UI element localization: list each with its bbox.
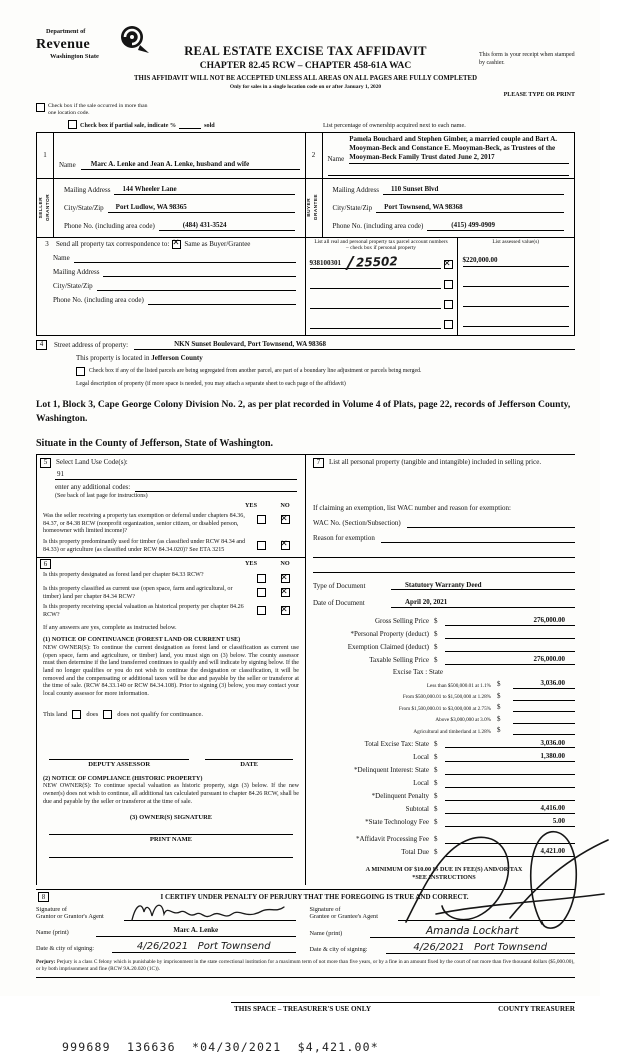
logo-revenue-text: Revenue: [36, 36, 91, 52]
mid-columns: [36, 454, 575, 886]
see-instructions-note: *SEE INSTRUCTIONS: [412, 873, 476, 881]
tier1-field[interactable]: 3,036.00: [513, 679, 575, 689]
form-subtitle: CHAPTER 82.45 RCW – CHAPTER 458-61A WAC: [199, 60, 412, 71]
does-label: does: [86, 710, 99, 718]
certify-statement: I CERTIFY UNDER PENALTY OF PERJURY THAT THE FOREGOING IS TRUE AND CORRECT.: [160, 892, 469, 901]
historic-property-question: Is this property receiving special valuation as historical property per chapter 84.26 RCW?: [43, 604, 244, 618]
assessed-header: List assessed value(s): [492, 238, 540, 245]
processing-fee-field[interactable]: [445, 834, 575, 844]
dor-logo: [36, 28, 156, 61]
seller-city-field[interactable]: Port Ludlow, WA 98365: [108, 203, 295, 213]
grantee-signature-field[interactable]: [398, 904, 576, 921]
type-of-document-field[interactable]: Statutory Warranty Deed: [391, 581, 575, 591]
buyer-name-extra-line[interactable]: [328, 167, 570, 176]
parcel-number: 938100301: [309, 259, 341, 268]
corr-name-label: Name: [53, 253, 70, 262]
compliance-title: (2) NOTICE OF COMPLIANCE (HISTORIC PROPERTY): [43, 774, 203, 782]
total-state-label: Total Excise Tax: State: [364, 739, 429, 748]
personal-property-label: List all personal property (tangible and intangible) included in selling price.: [329, 457, 542, 466]
type-of-document-label: Type of Document: [313, 581, 366, 590]
revenue-swirl-icon: [114, 24, 150, 56]
located-prefix: This property is located in: [76, 353, 150, 362]
perjury-note: [36, 959, 575, 978]
buyer-mailing-label: Mailing Address: [332, 185, 379, 194]
taxable-price-field[interactable]: 276,000.00: [445, 655, 575, 665]
delinquent-penalty-field[interactable]: [445, 791, 575, 801]
continuance-text: NEW OWNER(S): To continue the current designation as forest land or classification as current use (open space, farm and agriculture, or timber) land, you must sign on (3) below. The county assessor must then determine if the land transferred continues to qualify and will indicate by signing below. If the land no longer qualifies or you do not wish to continue the designation or classification, it will be removed and the compensating or additional taxes will be due and payable by the seller or transferor at the time of sale. (RCW 84.33.140 or RCW 84.34.108). Prior to signing (3) below, you may contact your local county assessor for more information.: [43, 645, 299, 697]
buyer-mailing-field[interactable]: 110 Sunset Blvd: [383, 185, 564, 195]
same-as-buyer-label: Same as Buyer/Grantee: [184, 239, 251, 248]
form-only-note: Only for sales in a single location code on or after January 1, 2020: [229, 83, 382, 90]
section4: [36, 340, 575, 389]
multi-location-label: Check box if the sale occurred in more than one location code.: [48, 103, 148, 117]
reason-field[interactable]: [381, 533, 575, 543]
segregated-label: Check box if any of the listed parcels are being segregated from another parcel, are part of a boundary line adjustment or parcels being merged.: [89, 368, 422, 375]
county-treasurer-label: COUNTY TREASURER: [498, 1005, 575, 1014]
s6-no-header: NO: [280, 560, 290, 568]
buyer-phone-label: Phone No. (including area code): [332, 221, 424, 230]
s6q2-yes-checkbox[interactable]: [257, 588, 266, 597]
parcel-subheader: – check box if personal property: [346, 245, 416, 252]
reason-label: Reason for exemption: [313, 533, 375, 542]
does-qualify-checkbox[interactable]: [72, 710, 81, 719]
corr-name-field[interactable]: [74, 253, 296, 263]
partial-sale-suffix: sold: [204, 121, 215, 129]
tax-column: 7 List all personal property (tangible and intangible) included in selling price. If claiming an exemption, list WAC number and reason for exemption: WAC No. (Section/Subsection) Reason for exemption Type of Document Statutory Warranty Deed Date of Document April 20, 2021 Gross Selling Price $ 276,000.00 *Personal Property (deduct) $ Exemption Claimed (deduct) $ Taxable Selling Price $ 276,000.00 Excise Tax : State Less than $500,000.01 at 1.1% $ 3,036.00 From $500,000.01 to $1,500,000 at 1.28% $ From $1,500,000.01 to $3,000,000 at 2.75% $ Above $3,000,000 at 3.0% $ Agricultural and timberland at 1.28% $ Total Excise Tax: State $ 3,036.00 Local $ 1,380.00 *Delinquent Interest: State $ Local $ *Delinquent Penalty $ Subtotal $ 4,416.00 *State Technology Fee $ 5.00 *Affidavit Processing Fee $ Total Due $ 4,421.00 A MINIMUM OF $10.00 IS DUE IN FEE(S) AND/OR TAX *SEE INSTRUCTIONS: [306, 455, 575, 886]
parcel-field-4[interactable]: [310, 318, 441, 329]
wac-label: WAC No. (Section/Subsection): [313, 518, 401, 527]
minimum-note: A MINIMUM OF $10.00 IS DUE IN FEE(S) AND/OR TAX: [365, 865, 523, 873]
delinquent-interest-field[interactable]: [445, 765, 575, 775]
grantor-sig-label-2: Grantor or Grantor's Agent: [36, 913, 104, 921]
total-state-field[interactable]: 3,036.00: [445, 739, 575, 749]
parcel-field-2[interactable]: [310, 278, 441, 289]
tier2-field[interactable]: [513, 692, 575, 701]
treasurer-footer: [36, 1002, 575, 1054]
exemption-deduct-label: Exemption Claimed (deduct): [347, 643, 429, 652]
grantor-sig-label-1: Signature of: [36, 905, 67, 913]
assessed-column: [458, 238, 575, 335]
partial-sale-label: Check box if partial sale, indicate %: [80, 121, 177, 129]
personal-deduct-field[interactable]: [445, 629, 575, 639]
parcel-field-1[interactable]: [310, 256, 441, 269]
tech-fee-field[interactable]: 5.00: [445, 817, 575, 827]
tier5-label: Agricultural and timberland at 1.28%: [413, 728, 491, 735]
s6q2-no-checkbox[interactable]: [281, 588, 290, 597]
type-or-print-note: PLEASE TYPE OR PRINT: [503, 92, 575, 98]
section6-number: 6: [40, 559, 51, 569]
assessed-value-1[interactable]: $220,000.00: [463, 256, 570, 267]
exemption-intro: If claiming an exemption, list WAC number and reason for exemption:: [313, 503, 511, 512]
yes-header: YES: [244, 502, 258, 510]
this-land-prefix: This land: [43, 710, 68, 718]
personal-property-checkbox-4[interactable]: [444, 320, 453, 329]
gross-price-field[interactable]: 276,000.00: [445, 616, 575, 626]
correspondence-label: Send all property tax correspondence to:: [56, 239, 170, 248]
assessed-value-4[interactable]: [463, 316, 570, 327]
tech-fee-label: *State Technology Fee: [365, 818, 429, 827]
date-of-document-label: Date of Document: [313, 599, 365, 608]
situate-line: Situate in the County of Jefferson, State of Washington.: [36, 438, 274, 450]
treasurer-space-label: THIS SPACE – TREASURER'S USE ONLY: [234, 1005, 372, 1014]
seller-number: 1: [37, 133, 54, 177]
owner-signature-label: (3) OWNER(S) SIGNATURE: [129, 814, 213, 822]
corr-city-label: City/State/Zip: [53, 281, 93, 290]
s6q1-yes-checkbox[interactable]: [257, 574, 266, 583]
land-use-code-field[interactable]: 91: [55, 470, 297, 480]
local-tax-field[interactable]: 1,380.00: [445, 752, 575, 762]
street-address-field[interactable]: NKN Sunset Boulevard, Port Townsend, WA 98368: [134, 340, 575, 350]
taxable-price-label: Taxable Selling Price: [369, 656, 429, 665]
personal-deduct-label: *Personal Property (deduct): [350, 630, 429, 639]
local-tax-label: Local: [413, 752, 429, 761]
seller-phone-label: Phone No. (including area code): [64, 221, 155, 230]
same-as-buyer-checkbox[interactable]: [172, 240, 181, 249]
no-header: NO: [280, 502, 290, 510]
date-of-document-field[interactable]: April 20, 2021: [391, 598, 575, 608]
parcel-handwritten: 25502: [355, 254, 398, 271]
receipt-note: This form is your receipt when stamped by cashier.: [479, 52, 575, 66]
treasurer-stamp: 999689 136636 *04/30/2021 $4,421.00*: [62, 1040, 379, 1055]
grantee-name-print-label: Name (print): [309, 930, 343, 938]
buyer-name-label: Name: [327, 154, 345, 163]
total-due-label: Total Due: [401, 848, 429, 857]
form-warning: THIS AFFIDAVIT WILL NOT BE ACCEPTED UNLESS ALL AREAS ON ALL PAGES ARE FULLY COMPLETED: [134, 74, 477, 82]
s6q3-no-checkbox[interactable]: [281, 606, 290, 615]
delinquent-local-label: Local: [413, 778, 429, 787]
buyer-number: 2: [306, 133, 323, 177]
forest-land-question: Is this property designated as forest land per chapter 84.33 RCW?: [43, 572, 204, 579]
seller-name-label: Name: [59, 160, 76, 169]
seller-mailing-label: Mailing Address: [64, 185, 111, 194]
buyer-name-field[interactable]: Pamela Bouchard and Stephen Gimber, a married couple and Bart A. Mooyman-Beck and Constance E. Mooyman-Beck, as Trustees of the Mooyman-Beck Family Trust dated June 2, 2017: [349, 135, 569, 163]
subtotal-field[interactable]: 4,416.00: [445, 804, 575, 814]
corr-mailing-field[interactable]: [103, 267, 295, 277]
tier1-label: Less than $500,000.01 at 1.1%: [426, 682, 491, 689]
seller-role-label: SELLER GRANTOR: [37, 179, 54, 237]
s5q1-no-checkbox[interactable]: [281, 515, 290, 524]
print-name-label: PRINT NAME: [149, 836, 193, 844]
seller-mailing-field[interactable]: 144 Wheeler Lane: [114, 185, 294, 195]
excise-tax-header: Excise Tax : State: [392, 668, 443, 677]
form-header: [36, 28, 575, 102]
assessed-value-3[interactable]: [463, 296, 570, 307]
s5q2-no-checkbox[interactable]: [281, 541, 290, 550]
compliance-text: NEW OWNER(S): To continue special valuation as historic property, sign (3) below. If the new owner(s) does not wish to continue, all additional tax calculated pursuant to chapter 84.26 RCW, shall be due and payable by the seller or transferor at the time of sale.: [43, 783, 299, 805]
buyer-city-label: City/State/Zip: [332, 203, 373, 212]
section8: [36, 889, 575, 978]
gross-price-label: Gross Selling Price: [374, 617, 429, 626]
personal-property-checkbox-1[interactable]: [444, 260, 453, 269]
corr-mailing-label: Mailing Address: [53, 267, 100, 276]
if-yes-note: If any answers are yes, complete as instructed below.: [43, 623, 177, 631]
name-row: [37, 133, 574, 178]
form-title: REAL ESTATE EXCISE TAX AFFIDAVIT: [184, 44, 427, 58]
grantee-date-city-label: Date & city of signing:: [309, 946, 368, 954]
land-use-column: [37, 455, 306, 886]
personal-property-checkbox-2[interactable]: [444, 280, 453, 289]
current-use-question: Is this property classified as current use (open space, farm and agricultural, or timber) land per chapter 84.34 RCW?: [43, 586, 233, 600]
additional-codes-field[interactable]: [135, 482, 297, 492]
deputy-assessor-label: DEPUTY ASSESSOR: [88, 761, 151, 769]
s5q2-yes-checkbox[interactable]: [257, 541, 266, 550]
deputy-assessor-signature-line[interactable]: [49, 749, 189, 760]
logo-dept-text: Department of: [46, 28, 86, 35]
partial-sale-percent-field[interactable]: [179, 121, 201, 129]
land-use-label: Select Land Use Code(s):: [56, 457, 128, 466]
grantor-signature: [128, 896, 288, 926]
buyer-city-field[interactable]: Port Townsend, WA 98368: [376, 203, 564, 213]
delinquent-penalty-label: *Delinquent Penalty: [371, 791, 429, 800]
partial-sale-row: [68, 120, 575, 129]
street-address-label: Street address of property:: [54, 340, 129, 349]
buyer-role-label: BUYER GRANTEE: [306, 179, 323, 237]
tier3-label: From $1,500,000.01 to $3,000,000 at 2.75%: [398, 705, 491, 712]
subtotal-label: Subtotal: [405, 805, 429, 814]
s6q1-no-checkbox[interactable]: [281, 574, 290, 583]
s6q3-yes-checkbox[interactable]: [257, 606, 266, 615]
wac-field[interactable]: [407, 518, 575, 528]
grantor-date-city-label: Date & city of signing:: [36, 945, 95, 953]
partial-sale-checkbox[interactable]: [68, 120, 77, 129]
timber-agriculture-question: Is this property predominantly used for timber (as classified under RCW 84.34 and 84.33) or agriculture (as classified under RCW 84.34.020)? See ETA 3215: [43, 538, 246, 553]
tier3-field[interactable]: [513, 703, 575, 712]
correspondence-row: [37, 238, 574, 335]
logo-state-text: Washington State: [50, 53, 99, 61]
corr-city-field[interactable]: [97, 281, 296, 291]
buyer-phone-field[interactable]: (415) 499-0909: [427, 221, 564, 231]
parcel-header: List all real and personal property tax parcel account numbers: [314, 238, 448, 245]
exemption-deferral-question: Was the seller receiving a property tax exemption or deferral under chapters 84.36, 84.37, or 84.38 RCW (nonprofit organization, senior citizen, or disabled person, homeowner with limited income)?: [43, 513, 245, 535]
assessor-date-label: DATE: [240, 761, 259, 769]
grantor-name-print-label: Name (print): [36, 929, 69, 937]
exemption-deduct-field[interactable]: [445, 642, 575, 652]
continuance-title: (1) NOTICE OF CONTINUANCE (FOREST LAND OR CURRENT USE): [43, 636, 241, 644]
parcel-column: [306, 238, 458, 335]
seller-phone-field[interactable]: (484) 431-3524: [159, 221, 295, 231]
total-due-field[interactable]: 4,421.00: [445, 847, 575, 857]
personal-property-checkbox-3[interactable]: [444, 300, 453, 309]
grantee-name-print-field[interactable]: Amanda Lockhart: [370, 926, 576, 938]
section5-number: 5: [40, 458, 51, 468]
located-county: Jefferson County: [151, 353, 203, 362]
s6-yes-header: YES: [244, 560, 258, 568]
multi-location-row: [36, 103, 575, 117]
grantor-signature-field[interactable]: [124, 904, 296, 921]
reason-extra-line-2[interactable]: [313, 562, 575, 573]
this-land-row: [43, 710, 299, 719]
ownership-note: List percentage of ownership acquired next to each name.: [323, 121, 466, 129]
delinquent-interest-label: *Delinquent Interest: State: [353, 765, 429, 774]
delinquent-local-field[interactable]: [445, 778, 575, 788]
reason-extra-line-1[interactable]: [313, 547, 575, 558]
grantee-sig-label-1: Signature of: [309, 905, 341, 913]
legal-description-label: Legal description of property (if more space is needed, you may attach a separate sheet to each page of the affidavit): [76, 381, 346, 388]
grantor-name-print-field[interactable]: Marc A. Lenke: [96, 926, 296, 937]
assessor-date-line[interactable]: [205, 749, 293, 760]
perjury-label: Perjury:: [36, 959, 56, 966]
tier2-label: From $500,000.01 to $1,500,000 at 1.28%: [402, 694, 491, 701]
tier5-field[interactable]: [513, 726, 575, 735]
grantee-sig-label-2: Grantee or Grantee's Agent: [309, 913, 378, 921]
segregated-checkbox[interactable]: [76, 367, 85, 376]
pen-slash-mark: [345, 256, 354, 270]
address-row: [37, 179, 574, 238]
assessed-value-2[interactable]: [463, 276, 570, 287]
does-not-qualify-checkbox[interactable]: [103, 710, 112, 719]
tier4-field[interactable]: [513, 715, 575, 724]
grantee-date-city-field[interactable]: 4/26/2021 Port Townsend: [386, 943, 576, 954]
s5q1-yes-checkbox[interactable]: [257, 515, 266, 524]
does-not-label: does not qualify for continuance.: [117, 710, 204, 718]
corr-phone-field[interactable]: [148, 295, 296, 305]
tier4-label: Above $3,000,000 at 3.0%: [435, 717, 491, 724]
processing-fee-label: *Affidavit Processing Fee: [356, 834, 429, 843]
owner-signature-line[interactable]: [49, 822, 293, 835]
perjury-text: Perjury is a class C felony which is punishable by imprisonment in the state correctional institution for a maximum term of not more than five years, or by a fine in an amount fixed by the court of not more than five thousand dollars ($5,000.00), or by both imprisonment and fine (RCW 9A.20.020 (1C)).: [36, 959, 575, 973]
multi-location-checkbox[interactable]: [36, 103, 45, 112]
parcel-field-3[interactable]: [310, 298, 441, 309]
section4-number: 4: [36, 340, 47, 350]
seller-city-label: City/State/Zip: [64, 203, 104, 212]
deputy-assessor-row: [49, 749, 293, 769]
grantor-date-city-field[interactable]: 4/26/2021 Port Townsend: [112, 942, 296, 953]
additional-codes-label: enter any additional codes:: [55, 483, 131, 492]
owner-print-name-line[interactable]: [49, 845, 293, 858]
legal-description: Lot 1, Block 3, Cape George Colony Division No. 2, as per plat recorded in Volume 4 of Plats, page 22, records of Jefferson County, Washington.: [36, 399, 571, 424]
section7-number: 7: [313, 458, 324, 468]
see-back-note: (See back of last page for instructions): [55, 492, 148, 499]
corr-phone-label: Phone No. (including area code): [53, 295, 144, 304]
section3-number: 3: [45, 239, 49, 248]
parties-table: [36, 132, 575, 335]
seller-name-field[interactable]: Marc A. Lenke and Jean A. Lenke, husband and wife: [81, 160, 300, 170]
section8-number: 8: [38, 892, 49, 902]
